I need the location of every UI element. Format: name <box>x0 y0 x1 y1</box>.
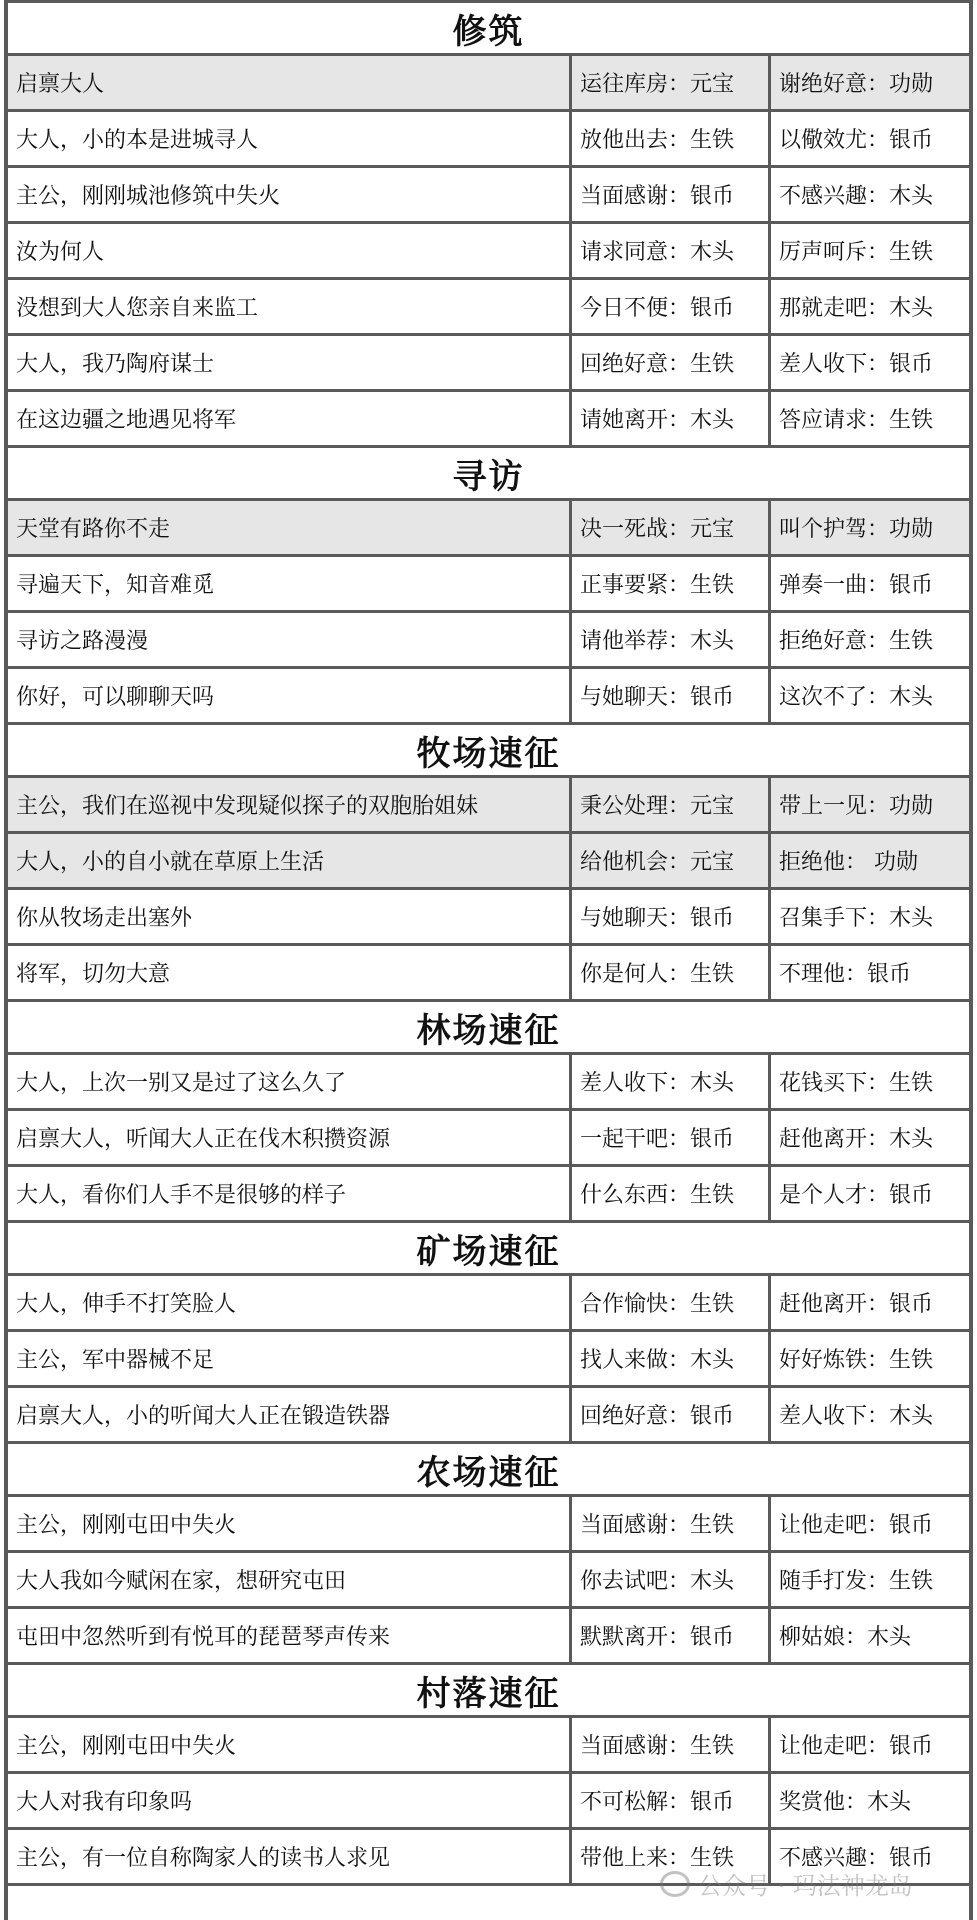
table-row <box>8 336 969 392</box>
option-b: 差人收下：银币 <box>779 352 934 377</box>
section-title: 修筑 <box>8 3 969 56</box>
option-a: 带他上来：生铁 <box>572 1830 771 1883</box>
option-b: 厉声呵斥：生铁 <box>779 240 934 265</box>
event-text: 启禀大人 <box>8 56 572 109</box>
event-text: 你从牧场走出塞外 <box>8 890 572 943</box>
event-text: 寻遍天下，知音难觅 <box>8 557 572 610</box>
table-row <box>8 669 969 725</box>
option-b: 赶他离开：银币 <box>779 1292 934 1317</box>
option-b: 带上一见：功勋 <box>779 794 934 819</box>
table-row <box>8 1332 969 1388</box>
option-a: 差人收下：木头 <box>572 1055 771 1108</box>
option-b: 差人收下：木头 <box>779 1404 934 1429</box>
option-b: 弹奏一曲：银币 <box>779 573 934 598</box>
table-row <box>8 557 969 613</box>
option-a: 当面感谢：生铁 <box>572 1497 771 1550</box>
option-b: 以儆效尤：银币 <box>779 128 934 153</box>
event-text: 屯田中忽然听到有悦耳的琵琶琴声传来 <box>8 1609 572 1662</box>
table-row <box>8 168 969 224</box>
option-b: 柳姑娘：木头 <box>779 1625 912 1650</box>
option-a: 合作愉快：生铁 <box>572 1276 771 1329</box>
option-a: 什么东西：生铁 <box>572 1167 771 1220</box>
event-text: 主公，刚刚屯田中失火 <box>8 1718 572 1771</box>
table-row <box>8 1553 969 1609</box>
option-b: 赶他离开：木头 <box>779 1127 934 1152</box>
option-b: 随手打发：生铁 <box>779 1569 934 1594</box>
guide-table <box>4 0 973 1920</box>
event-text: 汝为何人 <box>8 224 572 277</box>
event-text: 主公，有一位自称陶家人的读书人求见 <box>8 1830 572 1883</box>
table-row <box>8 280 969 336</box>
event-text: 大人，看你们人手不是很够的样子 <box>8 1167 572 1220</box>
option-b: 召集手下：木头 <box>779 906 934 931</box>
option-a: 当面感谢：生铁 <box>572 1718 771 1771</box>
section-title: 寻访 <box>8 448 969 501</box>
option-a: 回绝好意：银币 <box>572 1388 771 1441</box>
option-b: 让他走吧：银币 <box>779 1513 934 1538</box>
event-text: 启禀大人，小的听闻大人正在锻造铁器 <box>8 1388 572 1441</box>
option-a: 运往库房：元宝 <box>572 56 771 109</box>
option-a: 决一死战：元宝 <box>572 501 771 554</box>
option-a: 你去试吧：木头 <box>572 1553 771 1606</box>
event-text: 主公，我们在巡视中发现疑似探子的双胞胎姐妹 <box>8 778 572 831</box>
event-text: 你好，可以聊聊天吗 <box>8 669 572 722</box>
option-a: 正事要紧：生铁 <box>572 557 771 610</box>
option-b: 好好炼铁：生铁 <box>779 1348 934 1373</box>
option-a: 回绝好意：生铁 <box>572 336 771 389</box>
option-b: 答应请求：生铁 <box>779 408 934 433</box>
table-row <box>8 1167 969 1223</box>
option-b: 奖赏他：木头 <box>779 1790 912 1815</box>
event-text: 将军，切勿大意 <box>8 946 572 999</box>
table-row <box>8 946 969 1002</box>
table-row <box>8 1718 969 1774</box>
option-b: 拒绝好意：生铁 <box>779 629 934 654</box>
table-row <box>8 501 969 557</box>
table-row <box>8 1774 969 1830</box>
option-b: 那就走吧：木头 <box>779 296 934 321</box>
table-row <box>8 1830 969 1886</box>
option-a: 放他出去：生铁 <box>572 112 771 165</box>
section-title: 村落速征 <box>8 1665 969 1718</box>
option-a: 不可松解：银币 <box>572 1774 771 1827</box>
option-b: 是个人才：银币 <box>779 1183 934 1208</box>
option-a: 请她离开：木头 <box>572 392 771 445</box>
option-b: 拒绝他： 功勋 <box>779 850 918 875</box>
table-row <box>8 613 969 669</box>
section-title: 林场速征 <box>8 1002 969 1055</box>
event-text: 天堂有路你不走 <box>8 501 572 554</box>
option-a: 给他机会：元宝 <box>572 834 771 887</box>
option-a: 今日不便：银币 <box>572 280 771 333</box>
event-text: 大人，小的本是进城寻人 <box>8 112 572 165</box>
event-text: 主公，刚刚城池修筑中失火 <box>8 168 572 221</box>
event-text: 大人对我有印象吗 <box>8 1774 572 1827</box>
event-text: 主公，刚刚屯田中失火 <box>8 1497 572 1550</box>
table-row <box>8 1497 969 1553</box>
section-title: 矿场速征 <box>8 1223 969 1276</box>
option-a: 请求同意：木头 <box>572 224 771 277</box>
option-b: 花钱买下：生铁 <box>779 1071 934 1096</box>
table-row <box>8 112 969 168</box>
event-text: 大人，伸手不打笑脸人 <box>8 1276 572 1329</box>
option-a: 与她聊天：银币 <box>572 890 771 943</box>
event-text: 寻访之路漫漫 <box>8 613 572 666</box>
option-b: 叫个护驾：功勋 <box>779 517 934 542</box>
event-text: 大人我如今赋闲在家，想研究屯田 <box>8 1553 572 1606</box>
option-b: 不感兴趣：银币 <box>779 1846 934 1871</box>
table-row <box>8 1609 969 1665</box>
event-text: 启禀大人，听闻大人正在伐木积攒资源 <box>8 1111 572 1164</box>
option-a: 你是何人：生铁 <box>572 946 771 999</box>
section-title: 农场速征 <box>8 1444 969 1497</box>
event-text: 在这边疆之地遇见将军 <box>8 392 572 445</box>
option-b: 谢绝好意：功勋 <box>779 72 934 97</box>
table-row <box>8 56 969 112</box>
option-b: 不理他：银币 <box>779 962 912 987</box>
option-a: 找人来做：木头 <box>572 1332 771 1385</box>
table-row <box>8 1055 969 1111</box>
table-row <box>8 392 969 448</box>
table-row <box>8 1388 969 1444</box>
option-a: 请他举荐：木头 <box>572 613 771 666</box>
table-row <box>8 224 969 280</box>
option-a: 默默离开：银币 <box>572 1609 771 1662</box>
event-text: 主公，军中器械不足 <box>8 1332 572 1385</box>
option-a: 当面感谢：银币 <box>572 168 771 221</box>
table-row <box>8 778 969 834</box>
section-title: 牧场速征 <box>8 725 969 778</box>
event-text: 大人，小的自小就在草原上生活 <box>8 834 572 887</box>
event-text: 没想到大人您亲自来监工 <box>8 280 572 333</box>
option-b: 不感兴趣：木头 <box>779 184 934 209</box>
option-a: 与她聊天：银币 <box>572 669 771 722</box>
event-text: 大人，上次一别又是过了这么久了 <box>8 1055 572 1108</box>
option-b: 让他走吧：银币 <box>779 1734 934 1759</box>
option-a: 秉公处理：元宝 <box>572 778 771 831</box>
table-row <box>8 834 969 890</box>
event-text: 大人，我乃陶府谋士 <box>8 336 572 389</box>
table-row <box>8 890 969 946</box>
option-a: 一起干吧：银币 <box>572 1111 771 1164</box>
table-row <box>8 1111 969 1167</box>
table-row <box>8 1276 969 1332</box>
option-b: 这次不了：木头 <box>779 685 934 710</box>
watermark-text: 公众号 · 玛法神龙岛 <box>698 1872 913 1900</box>
